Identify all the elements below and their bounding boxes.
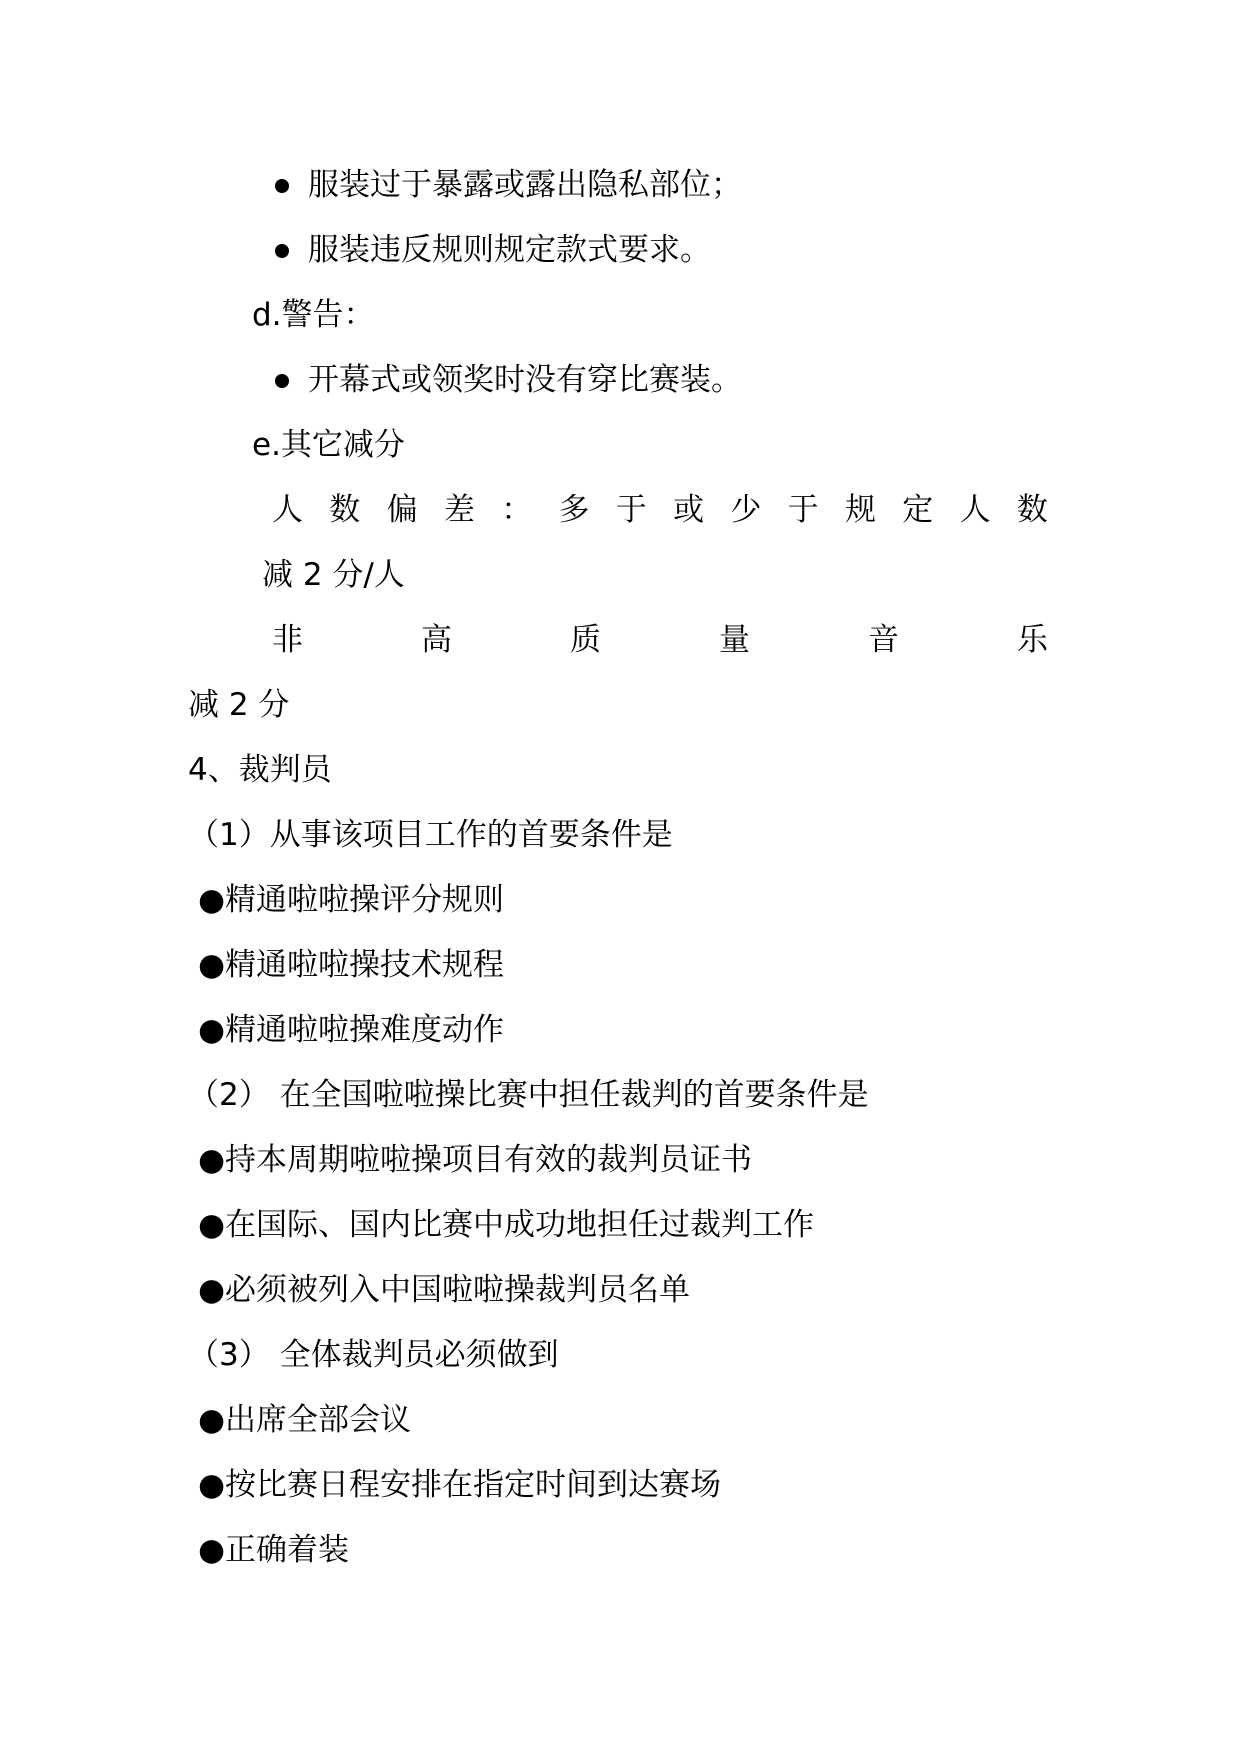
- bullet-item: 开幕式或领奖时没有穿比赛装。: [308, 362, 742, 398]
- char: 定: [902, 492, 934, 528]
- justified-line-headcount: [272, 488, 1048, 532]
- list-item: ●出席全部会议: [198, 1402, 412, 1438]
- bullet-icon: [275, 374, 289, 388]
- char: 非: [272, 622, 303, 658]
- list-item: ●精通啦啦操技术规程: [198, 947, 505, 983]
- char: 数: [1016, 492, 1048, 528]
- char: 人: [959, 492, 991, 528]
- list-item: ●必须被列入中国啦啦操裁判员名单: [198, 1272, 691, 1308]
- deduction-line: 减 2 分: [188, 687, 290, 723]
- bullet-item: 服装过于暴露或露出隐私部位；: [308, 167, 742, 203]
- char: 多: [558, 492, 590, 528]
- justified-line-music: [272, 618, 1048, 662]
- char: 乐: [1017, 622, 1048, 658]
- list-item: ●持本周期啦啦操项目有效的裁判员证书: [198, 1142, 753, 1178]
- char: 于: [615, 492, 647, 528]
- deduction-line: 减 2 分/人: [262, 557, 405, 593]
- subheading-other-deductions: e.其它减分: [252, 427, 405, 463]
- bullet-item: 服装违反规则规定款式要求。: [308, 232, 711, 268]
- char: 或: [673, 492, 705, 528]
- char: 数: [329, 492, 361, 528]
- paragraph: （3） 全体裁判员必须做到: [188, 1337, 559, 1373]
- char: 量: [719, 622, 750, 658]
- char: ：: [501, 492, 533, 528]
- list-item: ●按比赛日程安排在指定时间到达赛场: [198, 1467, 722, 1503]
- char: 于: [787, 492, 819, 528]
- subheading-warning: d.警告：: [252, 297, 375, 333]
- char: 人: [272, 492, 303, 528]
- paragraph: （1）从事该项目工作的首要条件是: [188, 817, 673, 853]
- char: 高: [421, 622, 452, 658]
- char: 规: [844, 492, 876, 528]
- char: 差: [443, 492, 475, 528]
- bullet-icon: [275, 244, 289, 258]
- char: 质: [570, 622, 601, 658]
- list-item: ●在国际、国内比赛中成功地担任过裁判工作: [198, 1207, 815, 1243]
- list-item: ●正确着装: [198, 1532, 350, 1568]
- paragraph: （2） 在全国啦啦操比赛中担任裁判的首要条件是: [188, 1077, 869, 1113]
- char: 少: [730, 492, 762, 528]
- list-item: ●精通啦啦操评分规则: [198, 882, 505, 918]
- char: 音: [868, 622, 899, 658]
- list-item: ●精通啦啦操难度动作: [198, 1012, 505, 1048]
- char: 偏: [386, 492, 418, 528]
- section-heading-judges: 4、裁判员: [188, 752, 332, 788]
- bullet-icon: [275, 179, 289, 193]
